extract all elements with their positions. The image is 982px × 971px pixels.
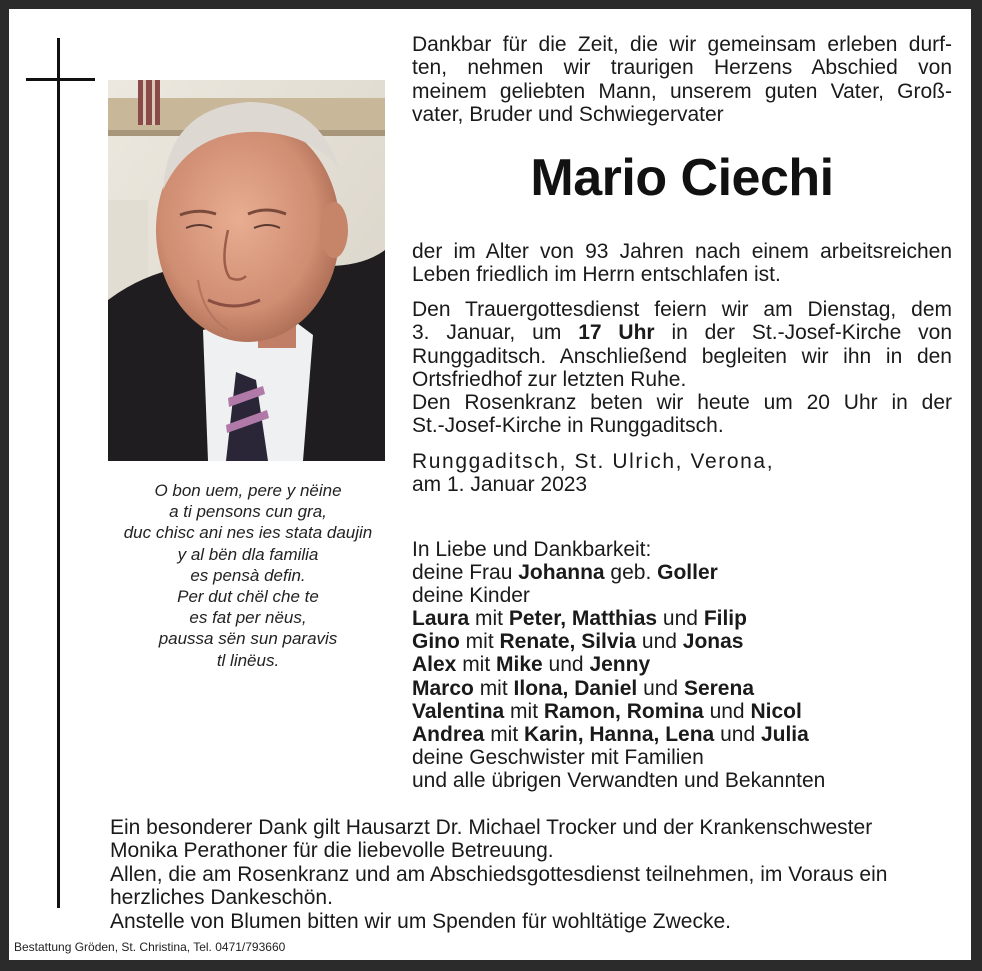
- intro-line: Dankbar für die Zeit, die wir gemeinsam erleben durf-: [412, 33, 952, 56]
- portrait-photo: [108, 80, 385, 461]
- poem-line: O bon uem, pere y nëine: [154, 481, 342, 500]
- poem-line: duc chisc ani nes ies stata daujin: [123, 523, 373, 543]
- wife-name: Johanna: [518, 561, 605, 585]
- place-date: [412, 450, 952, 497]
- child-name: Valentina: [412, 699, 505, 723]
- poem-line: a ti pensons cun gra,: [169, 502, 327, 522]
- wife-prefix: deine Frau: [412, 561, 519, 585]
- place-line: Runggaditsch, St. Ulrich, Verona,: [412, 450, 775, 473]
- wife-line: [412, 561, 952, 584]
- thanks-line: Allen, die am Rosenkranz und am Abschiedsgottesdienst teilnehmen, im Voraus ein: [110, 862, 888, 886]
- child-mit: mit: [459, 630, 500, 654]
- wife-maiden-name: Goller: [657, 561, 718, 585]
- thanks-line: Monika Perathoner für die liebevolle Betreuung.: [110, 839, 554, 863]
- child-name: Gino: [412, 630, 460, 654]
- thanks-line: herzliches Dankeschön.: [110, 886, 333, 910]
- child-partners: Renate, Silvia: [499, 630, 637, 654]
- funeral-home-footer: Bestattung Gröden, St. Christina, Tel. 0471/793660: [14, 940, 286, 954]
- intro-line: ten, nehmen wir traurigen Herzens Abschied von: [412, 56, 952, 80]
- intro-line: meinem geliebten Mann, unserem guten Vater, Groß-: [412, 79, 952, 103]
- service-line: Runggaditsch. Anschließend begleiten wir ihn in den: [412, 344, 952, 368]
- child-name: Laura: [412, 607, 470, 631]
- child-und: und: [703, 699, 751, 723]
- passing-paragraph: [412, 240, 952, 287]
- service-text: in der St.-Josef-Kirche von: [654, 321, 953, 345]
- child-mit: mit: [469, 607, 509, 631]
- cross-icon-horizontal: [26, 78, 95, 81]
- child-line: [412, 700, 952, 723]
- poem-line: es fat per nëus,: [189, 608, 307, 628]
- intro-line: vater, Bruder und Schwiegervater: [412, 102, 724, 126]
- child-partners: Ilona, Daniel: [513, 676, 638, 700]
- child-line: [412, 607, 952, 630]
- child-line: [412, 677, 952, 700]
- child-und: und: [714, 722, 761, 746]
- child-partners: Ramon, Romina: [543, 699, 704, 723]
- deceased-name: Mario Ciechi: [530, 149, 834, 207]
- child-mit: mit: [504, 699, 544, 723]
- service-line-time: [412, 321, 952, 344]
- service-text: 3. Januar, um: [412, 321, 579, 345]
- child-last: Nicol: [750, 699, 802, 723]
- child-last: Serena: [683, 676, 754, 700]
- children-heading: deine Kinder: [412, 584, 530, 608]
- intro-paragraph: [412, 33, 952, 126]
- poem-line: paussa sën sun paravis: [158, 629, 338, 649]
- passing-line: der im Alter von 93 Jahren nach einem arbeitsreichen: [412, 240, 952, 263]
- child-partners: Peter, Matthias: [508, 607, 658, 631]
- siblings-line: deine Geschwister mit Familien: [412, 745, 704, 769]
- child-last: Jonas: [682, 630, 744, 654]
- child-name: Andrea: [412, 722, 485, 746]
- service-time: 17 Uhr: [578, 321, 655, 345]
- date-line: am 1. Januar 2023: [412, 473, 588, 497]
- poem-line: Per dut chël che te: [177, 587, 319, 607]
- child-name: Alex: [412, 653, 457, 677]
- child-name: Marco: [412, 676, 474, 700]
- family-heading: In Liebe und Dankbarkeit:: [412, 538, 652, 561]
- passing-line: Leben friedlich im Herrn entschlafen ist.: [412, 263, 781, 287]
- child-last: Jenny: [589, 653, 651, 677]
- child-last: Julia: [760, 722, 809, 746]
- child-line: [412, 630, 952, 653]
- service-line: Den Trauergottesdienst feiern wir am Dienstag, dem: [412, 298, 952, 321]
- child-und: und: [636, 630, 683, 654]
- rosary-line: Den Rosenkranz beten wir heute um 20 Uhr in der: [412, 391, 952, 415]
- ladin-poem: [100, 480, 396, 671]
- wife-birth-label: geb.: [604, 561, 658, 585]
- family-list: [412, 538, 952, 792]
- donation-line: Anstelle von Blumen bitten wir um Spenden für wohltätige Zwecke.: [110, 909, 731, 933]
- thanks-paragraph: [110, 816, 950, 933]
- service-paragraph: [412, 298, 952, 438]
- child-mit: mit: [456, 653, 497, 677]
- child-mit: mit: [473, 676, 514, 700]
- child-partners: Karin, Hanna, Lena: [524, 722, 715, 746]
- child-last: Filip: [703, 607, 747, 631]
- child-mit: mit: [484, 722, 525, 746]
- child-und: und: [657, 607, 704, 631]
- child-line: [412, 653, 952, 676]
- child-line: [412, 723, 952, 746]
- service-line: Ortsfriedhof zur letzten Ruhe.: [412, 367, 687, 391]
- cross-icon-vertical: [57, 38, 60, 908]
- child-und: und: [637, 676, 684, 700]
- relatives-line: und alle übrigen Verwandten und Bekannten: [412, 768, 826, 792]
- poem-line: y al bën dla familia: [177, 544, 319, 564]
- poem-line: es pensà defin.: [190, 565, 306, 585]
- child-partners: Mike: [496, 653, 543, 677]
- thanks-line: Ein besonderer Dank gilt Hausarzt Dr. Michael Trocker und der Krankenschwester: [110, 816, 873, 839]
- poem-line: tl linëus.: [216, 650, 280, 670]
- rosary-line: St.-Josef-Kirche in Runggaditsch.: [412, 414, 724, 438]
- child-und: und: [542, 653, 590, 677]
